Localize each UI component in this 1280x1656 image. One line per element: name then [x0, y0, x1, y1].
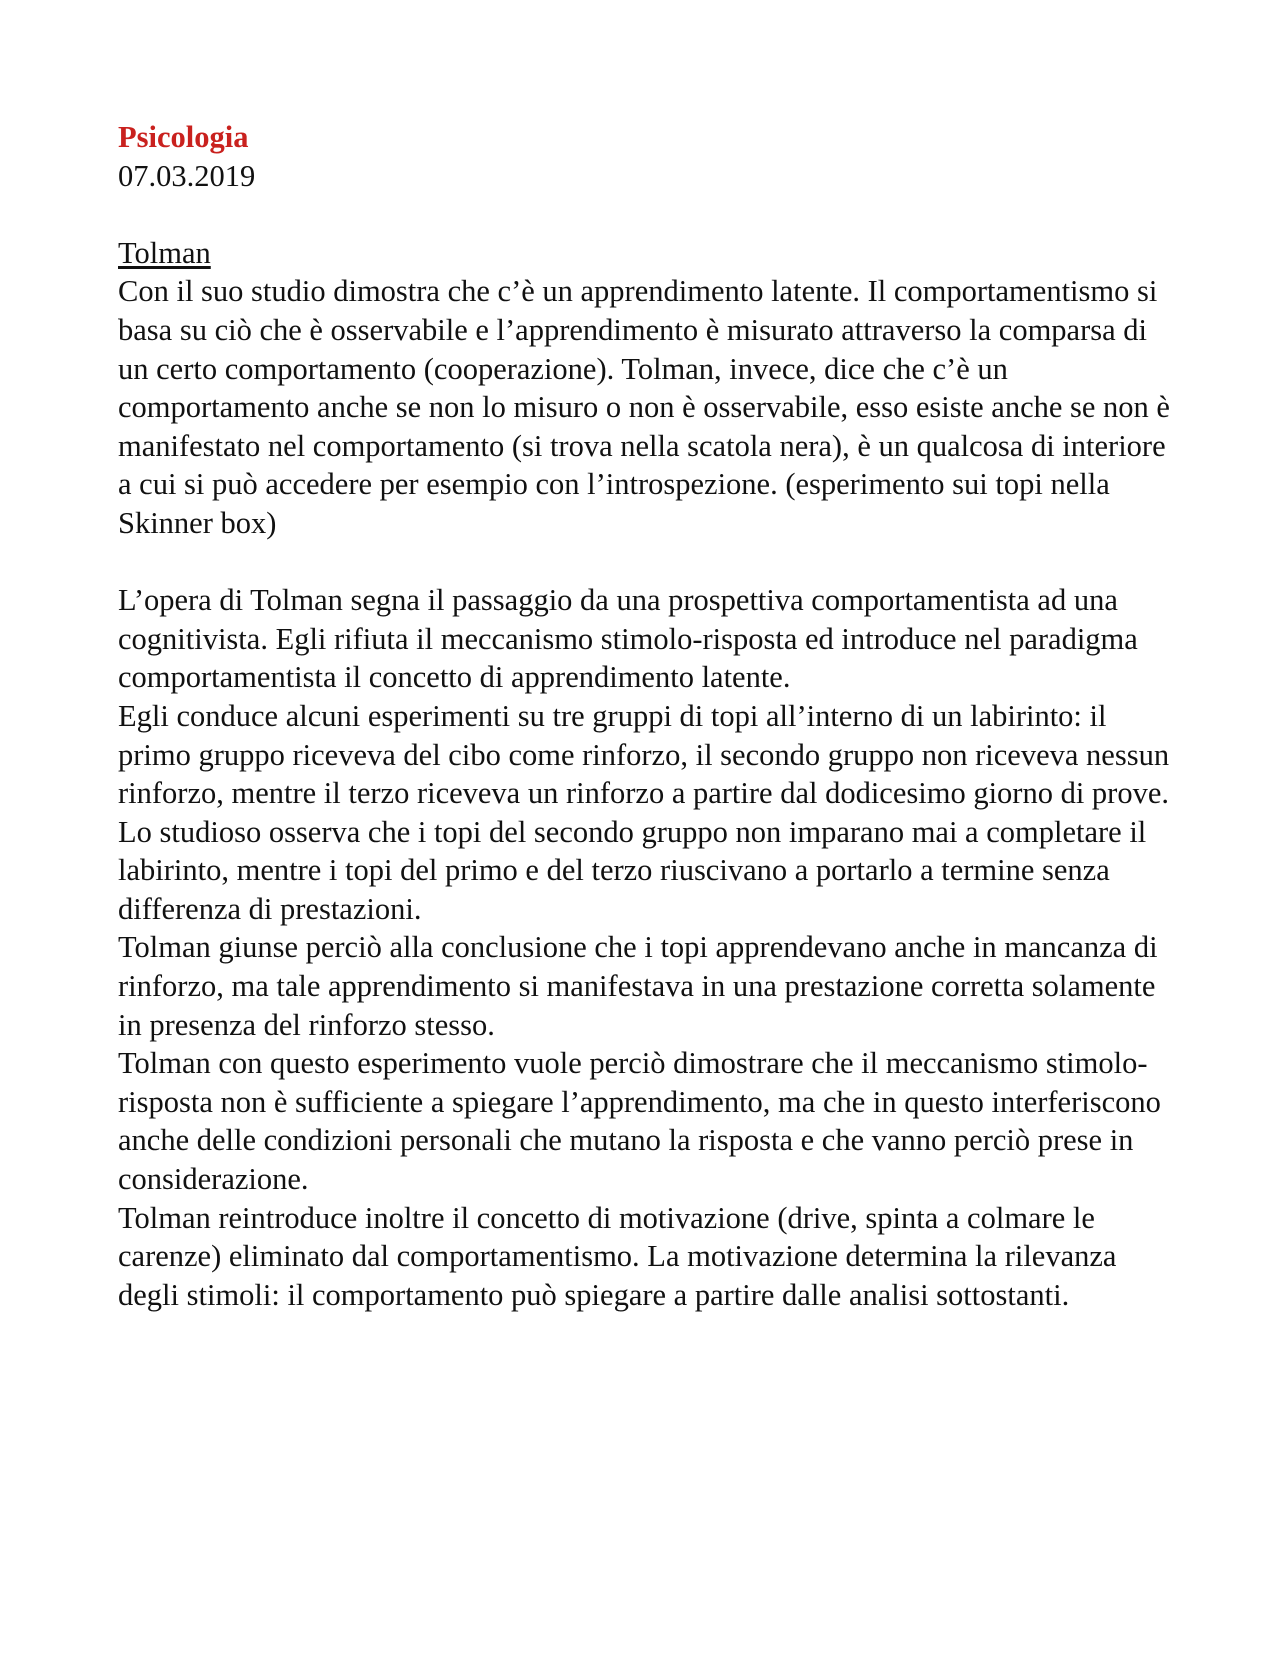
section-heading: Tolman: [118, 235, 211, 270]
paragraph-conclusion: Tolman giunse perciò alla conclusione che i topi apprendevano anche in mancanza di rinforzo, ma tale apprendimento si manifestava in una prestazione corretta solamente in presenza del rinforzo stesso.: [118, 930, 1158, 1042]
document-date: 07.03.2019: [118, 158, 256, 193]
document-title: Psicologia: [118, 120, 249, 154]
paragraph-motivation: Tolman reintroduce inoltre il concetto di motivazione (drive, spinta a colmare le carenze) eliminato dal comportamentismo. La motivazione determina la rilevanza degli stimoli: il comportamento può spiegare a partire dalle analisi sottostanti.: [118, 1200, 1117, 1312]
paragraph-demonstration: Tolman con questo esperimento vuole perciò dimostrare che il meccanismo stimolo-risposta non è sufficiente a spiegare l’apprendimento, ma che in questo interferiscono anche delle condizioni personali che mutano la risposta e che vanno perciò prese in considerazione.: [118, 1046, 1161, 1197]
paragraph-intro: Con il suo studio dimostra che c’è un apprendimento latente. Il comportamentismo si basa su ciò che è osservabile e l’apprendimento è misurato attraverso la comparsa di un certo comportamento (cooperazione). Tolman, invece, dice che c’è un comportamento anche se non lo misuro o non è osservabile, esso esiste anche se non è manifestato nel comportamento (si trova nella scatola nera), è un qualcosa di interiore a cui si può accedere per esempio con l’introspezione. (esperimento sui topi nella Skinner box): [118, 274, 1170, 540]
paragraph-experiment: Egli conduce alcuni esperimenti su tre gruppi di topi all’interno di un labirinto: il primo gruppo riceveva del cibo come rinforzo, il secondo gruppo non riceveva nessun rinforzo, mentre il terzo riceveva un rinforzo a partire dal dodicesimo giorno di prove. Lo studioso osserva che i topi del secondo gruppo non imparano mai a completare il labirinto, mentre i topi del primo e del terzo riuscivano a portarlo a termine senza differenza di prestazioni.: [118, 698, 1170, 926]
blank-line: [118, 195, 1180, 234]
blank-line: [118, 543, 1180, 582]
paragraph-cognitivist: L’opera di Tolman segna il passaggio da una prospettiva comportamentista ad una cognitivista. Egli rifiuta il meccanismo stimolo-risposta ed introduce nel paradigma comportamentista il concetto di apprendimento latente.: [118, 583, 1138, 695]
document-page: [118, 118, 1180, 1314]
